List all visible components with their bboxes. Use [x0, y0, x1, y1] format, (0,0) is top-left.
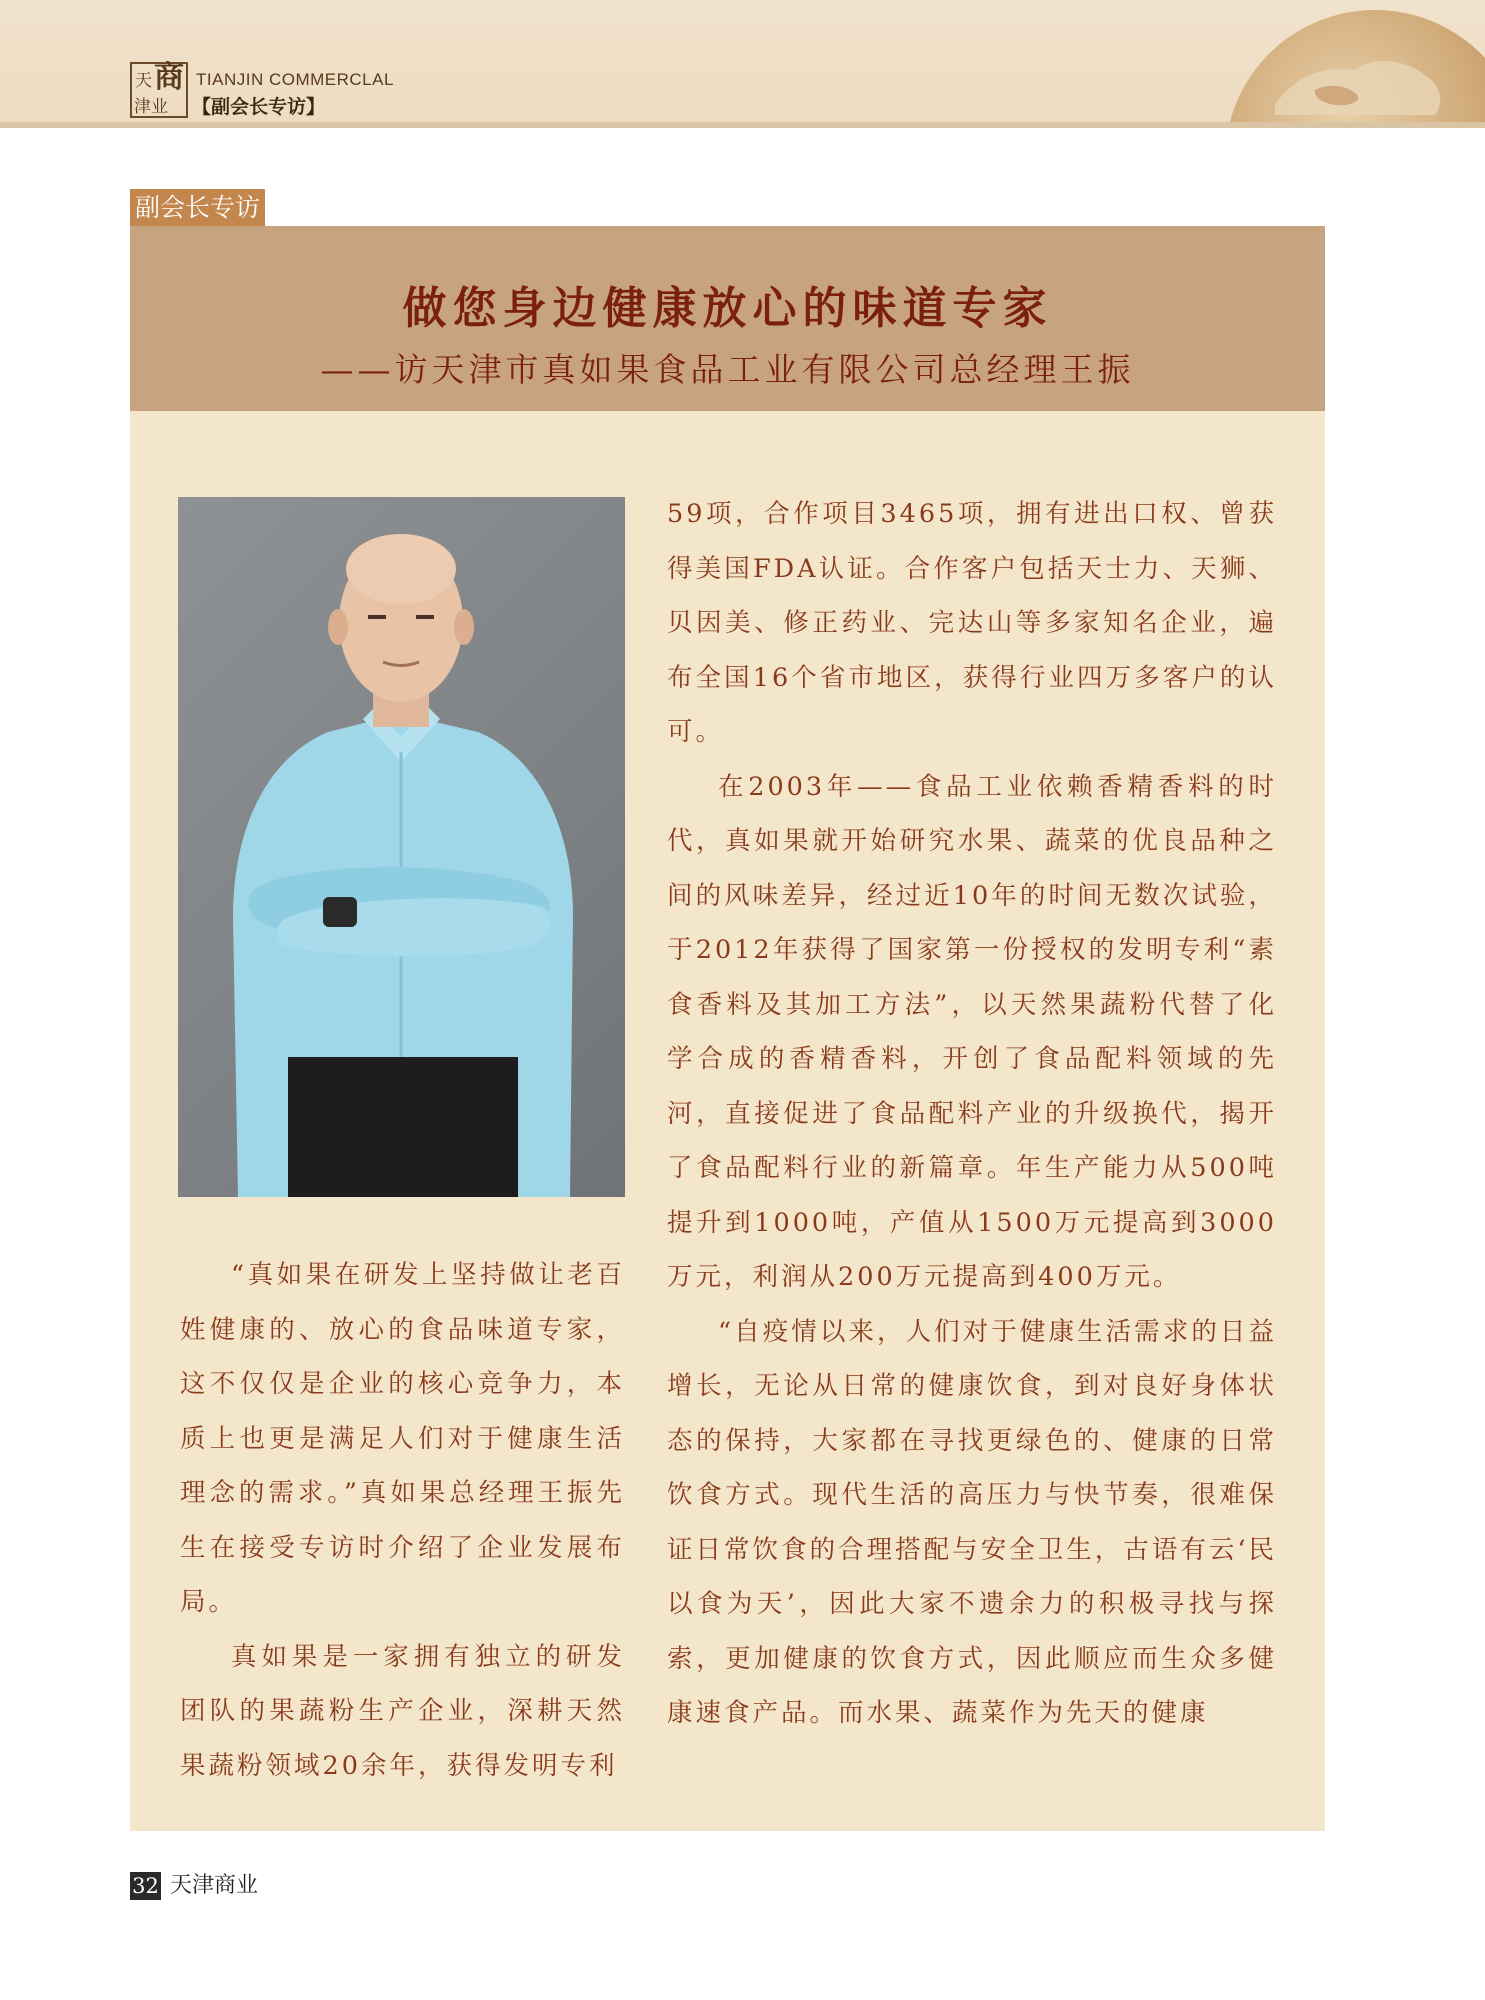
logo-char-shang: 商 — [154, 60, 184, 95]
column-tag: 副会长专访 — [130, 189, 265, 226]
header-rule — [0, 122, 1485, 128]
article-paragraph: 59项，合作项目3465项，拥有进出口权、曾获得美国FDA认证。合作客户包括天士力、天狮、贝因美、修正药业、完达山等多家知名企业，遍布全国16个省市地区，获得行业四万多客户的认可。 — [667, 499, 1277, 747]
article-right-column — [667, 487, 1277, 1741]
article-subheadline: ——访天津市真如果食品工业有限公司总经理王振 — [320, 350, 1135, 389]
article-paragraph: “自疫情以来，人们对于健康生活需求的日益增长，无论从日常的健康饮食，到对良好身体状态的保持，大家都在寻找更绿色的、健康的日常饮食方式。现代生活的高压力与快节奏，很难保证日常饮食的合理搭配与安全卫生，古语有云‘民以食为天’，因此大家不遗余力的积极寻找与探索，更加健康的饮食方式，因此顺应而生众多健康速食产品。而水果、蔬菜作为先天的健康 — [667, 1316, 1277, 1728]
article-left-column — [180, 1248, 625, 1793]
article-paragraph: 在2003年——食品工业依赖香精香料的时代，真如果就开始研究水果、蔬菜的优良品种之间的风味差异，经过近10年的时间无数次试验，于2012年获得了国家第一份授权的发明专利“素食香料及其加工方法”，以天然果蔬粉代替了化学合成的香精香料，开创了食品配料领域的先河，直接促进了食品配料产业的升级换代，揭开了食品配料行业的新篇章。年生产能力从500吨提升到1000吨，产值从1500万元提高到3000万元，利润从200万元提高到400万元。 — [667, 771, 1277, 1292]
page-number: 32 — [130, 1872, 161, 1900]
logo-char-jinye: 津业 — [134, 97, 168, 117]
section-label: 【副会长专访】 — [192, 96, 326, 118]
globe-landmass-icon — [1255, 45, 1455, 125]
logo-char-tian: 天 — [135, 71, 152, 91]
article-headline: 做您身边健康放心的味道专家 — [402, 283, 1053, 334]
portrait-photo — [178, 497, 625, 1197]
footer-magazine-title: 天津商业 — [170, 1873, 259, 1898]
title-panel — [130, 226, 1325, 411]
article-paragraph: 真如果是一家拥有独立的研发团队的果蔬粉生产企业，深耕天然果蔬粉领域20余年，获得发明专利 — [180, 1641, 625, 1781]
portrait-figure — [178, 497, 625, 1197]
magazine-logo — [130, 62, 188, 118]
magazine-english-name: TIANJIN COMMERCLAL — [196, 70, 394, 89]
article-paragraph: “真如果在研发上坚持做让老百姓健康的、放心的食品味道专家，这不仅仅是企业的核心竞争力，本质上也更是满足人们对于健康生活理念的需求。”真如果总经理王振先生在接受专访时介绍了企业发展布局。 — [180, 1260, 625, 1617]
